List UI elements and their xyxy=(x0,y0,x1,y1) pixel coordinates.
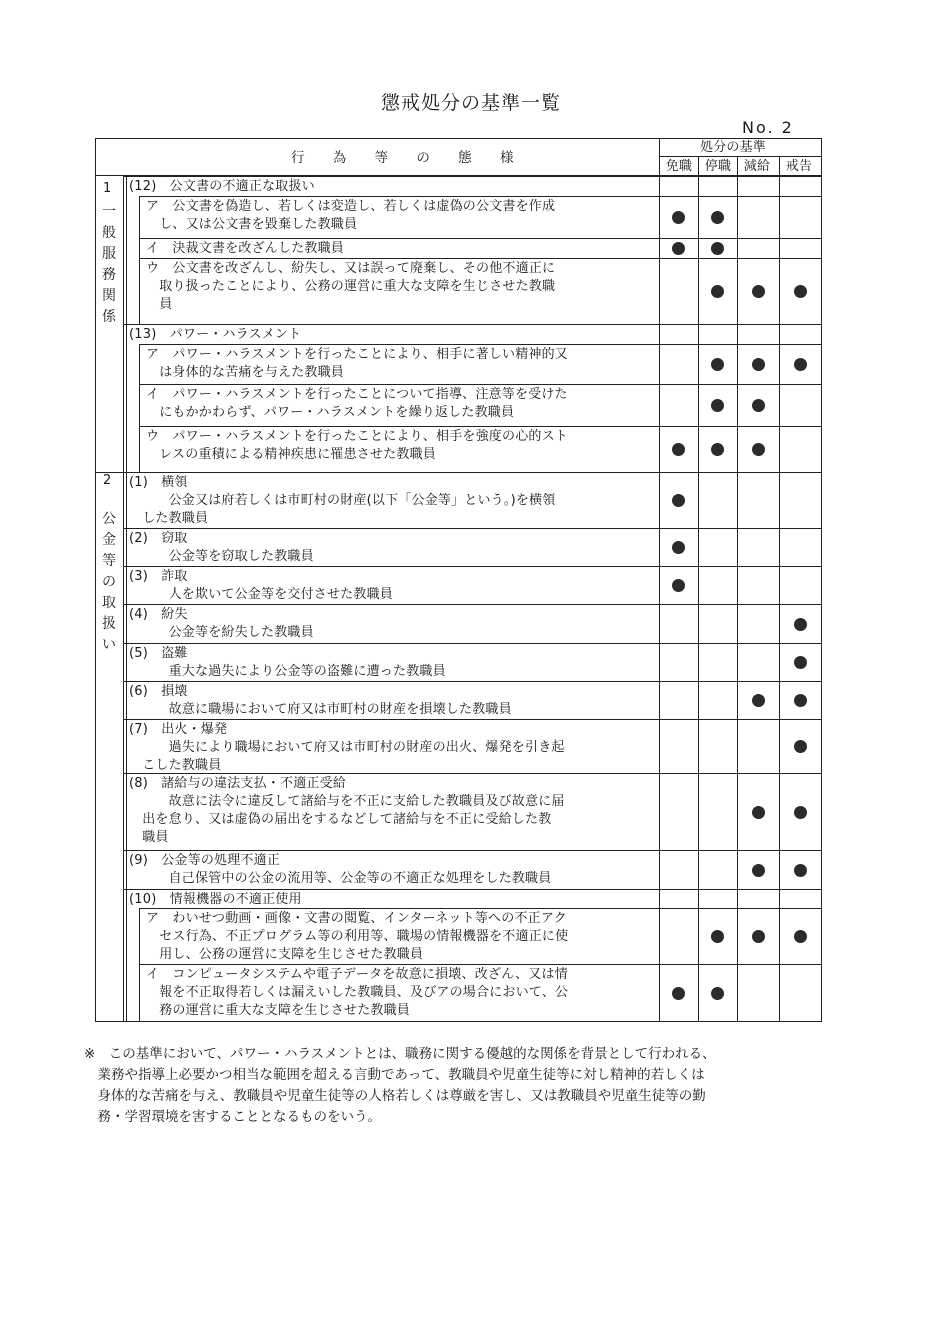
penalty-mark-reprimand xyxy=(794,740,807,753)
row-1-top-line xyxy=(123,176,822,177)
row-3-indent-line xyxy=(139,238,140,258)
page-title: 懲戒処分の基準一覧 xyxy=(380,92,561,114)
row-7-top-line xyxy=(140,384,822,385)
criteria-row-text: (6) 損壊 故意に職場において府又は市町村の財産を損壊した教職員 xyxy=(129,684,512,717)
penalty-mark-reprimand xyxy=(794,656,807,669)
penalty-mark-pay-cut xyxy=(752,285,765,298)
criteria-row-text: (1) 横領 公金又は府若しくは市町村の財産(以下「公金等」という。)を横領 した教職員 xyxy=(129,475,556,526)
row-7-indent-line xyxy=(139,384,140,426)
section-column-line-inner xyxy=(126,175,127,1022)
row-20-top-line xyxy=(140,964,822,965)
row-4-top-line xyxy=(140,258,822,259)
row-17-top-line xyxy=(123,850,822,851)
section-2-label: 公金等の取扱い xyxy=(102,511,116,653)
penalty-mark-reprimand xyxy=(794,618,807,631)
group-heading: (10) 情報機器の不適正使用 xyxy=(129,892,302,907)
penalty-mark-pay-cut xyxy=(752,930,765,943)
section-1-number: 1 xyxy=(103,181,112,196)
section-2-number: 2 xyxy=(103,473,112,488)
penalty-mark-pay-cut xyxy=(752,399,765,412)
penalty-mark-reprimand xyxy=(794,930,807,943)
penalty-mark-dismissal xyxy=(672,541,685,554)
penalty-mark-pay-cut xyxy=(752,694,765,707)
penalty-mark-dismissal xyxy=(672,579,685,592)
penalty-mark-suspension xyxy=(711,242,724,255)
discipline-criteria-table xyxy=(95,138,822,1022)
penalty-mark-dismissal xyxy=(672,987,685,1000)
penalty-mark-dismissal xyxy=(672,242,685,255)
penalty-mark-suspension xyxy=(711,987,724,1000)
row-16-top-line xyxy=(123,773,822,774)
row-19-indent-line xyxy=(139,908,140,964)
penalty-mark-suspension xyxy=(711,399,724,412)
criteria-row-text: (9) 公金等の処理不適正 自己保管中の公金の流用等、公金等の不適正な処理をした教職員 xyxy=(129,853,552,886)
penalty-mark-suspension xyxy=(711,443,724,456)
column-suspension: 停職 xyxy=(704,159,732,174)
penalty-mark-reprimand xyxy=(794,694,807,707)
penalty-mark-suspension xyxy=(711,358,724,371)
group-heading: (13) パワー・ハラスメント xyxy=(129,327,302,342)
row-12-top-line xyxy=(123,604,822,605)
group-heading: (12) 公文書の不適正な取扱い xyxy=(129,179,315,194)
penalty-mark-reprimand xyxy=(794,285,807,298)
row-2-indent-line xyxy=(139,196,140,238)
table-border-bottom xyxy=(95,1021,822,1022)
document-number: No. 2 xyxy=(742,118,794,137)
criteria-row-text: (7) 出火・爆発 過失により職場において府又は市町村の財産の出火、爆発を引き起 こした教職員 xyxy=(129,722,565,773)
table-border-left xyxy=(95,138,96,1022)
penalty-mark-suspension xyxy=(711,930,724,943)
criteria-row-text: (3) 詐取 人を欺いて公金等を交付させた教職員 xyxy=(129,569,394,602)
criteria-row-text: イ 決裁文書を改ざんした教職員 xyxy=(146,241,345,256)
criteria-row-text: イ コンピュータシステムや電子データを故意に損壊、改ざん、又は情 報を不正取得若しくは漏えいした教職員、及びアの場合において、公 務の運営に重大な支障を生じさせた教職員 xyxy=(146,967,569,1018)
row-19-top-line xyxy=(140,908,822,909)
section-column-line xyxy=(123,175,124,1022)
penalty-mark-pay-cut xyxy=(752,864,765,877)
row-14-top-line xyxy=(123,681,822,682)
row-11-top-line xyxy=(123,566,822,567)
column-line-2 xyxy=(698,156,699,1022)
penalty-mark-suspension xyxy=(711,211,724,224)
row-20-indent-line xyxy=(139,964,140,1022)
criteria-row-text: (2) 窃取 公金等を窃取した教職員 xyxy=(129,531,314,564)
column-line-4 xyxy=(779,156,780,1022)
row-5-top-line xyxy=(123,324,822,325)
criteria-row-text: (5) 盗難 重大な過失により公金等の盗難に遭った教職員 xyxy=(129,646,446,679)
table-border-top xyxy=(95,138,822,139)
penalty-mark-reprimand xyxy=(794,806,807,819)
column-pay-cut: 減給 xyxy=(743,159,771,174)
section-1-label: 一般服務関係 xyxy=(102,204,116,325)
penalty-mark-reprimand xyxy=(794,864,807,877)
row-4-indent-line xyxy=(139,258,140,324)
row-3-top-line xyxy=(140,238,822,239)
row-6-top-line xyxy=(140,344,822,345)
row-2-top-line xyxy=(140,196,822,197)
row-13-top-line xyxy=(123,643,822,644)
penalty-mark-suspension xyxy=(711,285,724,298)
row-6-indent-line xyxy=(139,344,140,384)
penalty-mark-pay-cut xyxy=(752,443,765,456)
criteria-row-text: ア パワー・ハラスメントを行ったことにより、相手に著しい精神的又 は身体的な苦痛を与えた教職員 xyxy=(146,347,569,380)
column-dismissal: 免職 xyxy=(665,159,693,174)
row-9-top-line xyxy=(123,472,822,473)
row-8-top-line xyxy=(140,426,822,427)
footnote: ※ この基準において、パワー・ハラスメントとは、職務に関する優越的な関係を背景として行われる、 業務や指導上必要かつ相当な範囲を超える言動であって、教職員や児童生徒等に対し精神的若しくは 身体的な苦痛を与え、教職員や児童生徒等の人格若しくは尊厳を害し、又は教職員や児童生徒等の勤 務・学習環境を害することとなるものをいう。 xyxy=(84,1046,716,1125)
penalty-mark-pay-cut xyxy=(752,806,765,819)
row-8-indent-line xyxy=(139,426,140,472)
criteria-row-text: (4) 紛失 公金等を紛失した教職員 xyxy=(129,607,314,640)
criteria-row-text: ア 公文書を偽造し、若しくは変造し、若しくは虚偽の公文書を作成 し、又は公文書を毀棄した教職員 xyxy=(146,199,556,232)
penalty-mark-dismissal xyxy=(672,443,685,456)
penalty-mark-dismissal xyxy=(672,211,685,224)
basis-header-divider xyxy=(659,156,822,157)
row-15-top-line xyxy=(123,719,822,720)
criteria-row-text: ウ パワー・ハラスメントを行ったことにより、相手を強度の心的スト レスの重積による精神疾患に罹患させた教職員 xyxy=(146,429,569,462)
header-act-label: 行 為 等 の 態 様 xyxy=(291,150,526,166)
criteria-row-text: ア わいせつ動画・画像・文書の閲覧、インターネット等への不正アク セス行為、不正プログラム等の利用等、職場の情報機器を不適正に使 用し、公務の運営に支障を生じさせた教職員 xyxy=(146,911,569,962)
column-reprimand: 戒告 xyxy=(785,159,813,174)
criteria-row-text: (8) 諸給与の違法支払・不適正受給 故意に法令に違反して諸給与を不正に支給した教職員及び故意に届 出を怠り、又は虚偽の届出をするなどして諸給与を不正に受給した教 職員 xyxy=(129,776,565,845)
row-10-top-line xyxy=(123,528,822,529)
criteria-row-text: ウ 公文書を改ざんし、紛失し、又は誤って廃棄し、その他不適正に 取り扱ったことにより、公務の運営に重大な支障を生じさせた教職 員 xyxy=(146,261,556,312)
penalty-mark-dismissal xyxy=(672,494,685,507)
row-18-top-line xyxy=(123,889,822,890)
header-basis-label: 処分の基準 xyxy=(700,140,767,155)
penalty-mark-reprimand xyxy=(794,358,807,371)
criteria-row-text: イ パワー・ハラスメントを行ったことについて指導、注意等を受けた にもかかわらず、パワー・ハラスメントを繰り返した教職員 xyxy=(146,387,568,420)
penalty-mark-pay-cut xyxy=(752,358,765,371)
column-line-3 xyxy=(737,156,738,1022)
